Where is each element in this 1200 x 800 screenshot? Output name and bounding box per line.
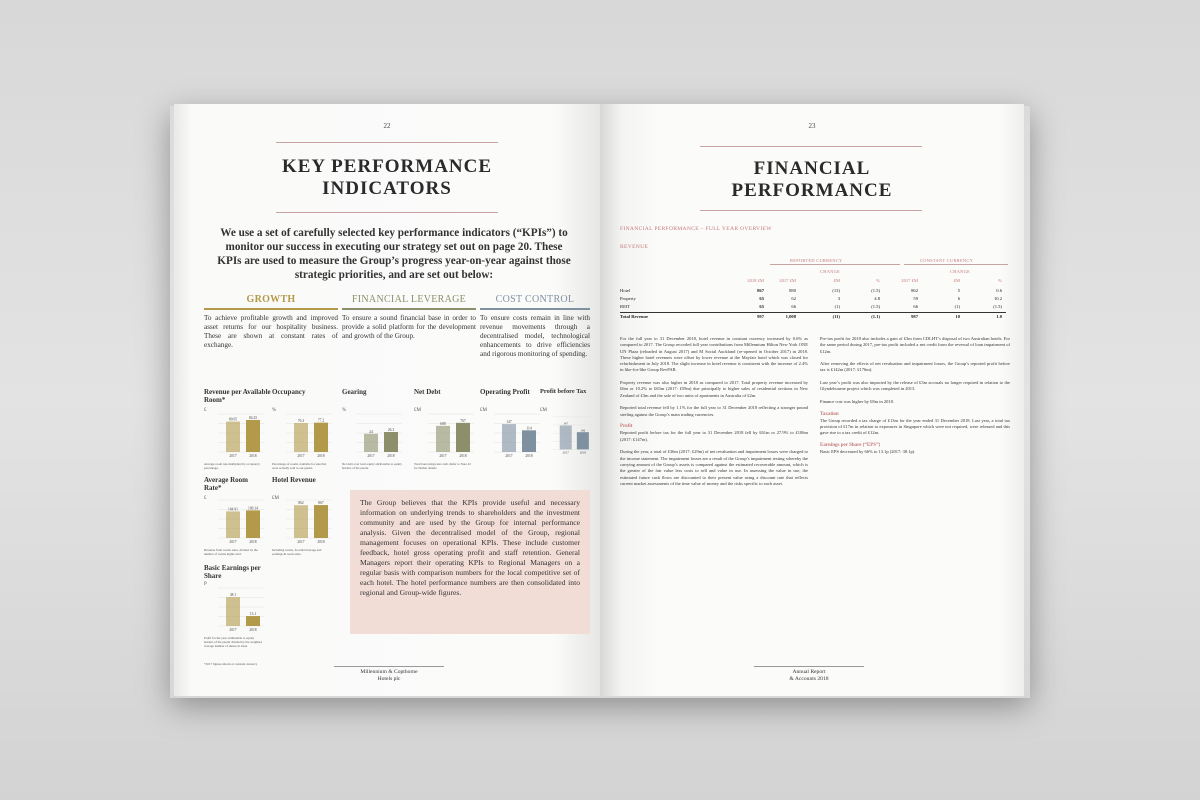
kpi-pbt-label: Profit before Tax [540, 388, 587, 395]
x-tick-label: 2018 [387, 454, 395, 458]
table-cell: 62 [791, 296, 796, 301]
bar-chart [348, 408, 404, 460]
bar-chart [546, 408, 594, 460]
bar-2017 [294, 423, 308, 452]
cost-heading-label: COST CONTROL [495, 294, 575, 305]
reported-currency-header: REPORTED CURRENCY [790, 258, 843, 263]
title-rule-bottom [700, 210, 922, 211]
x-tick-label: 2017 [229, 540, 237, 544]
table-cell: 997 [757, 314, 764, 319]
left-page [174, 104, 600, 696]
kpi-gearing-note: Net debt over total equity attributable to equity holders of the parent. [342, 462, 402, 470]
footnote: *2017 figures shown at constant currency [204, 662, 258, 666]
bar-value-label: 114 [526, 426, 532, 431]
leverage-rule [342, 308, 476, 310]
page-number: 22 [383, 122, 391, 130]
table-cell: 867 [757, 288, 764, 293]
kpi-eps-note: Profit for the year attributable to equity holders of the parent divided by the weighted average number of shares in issue. [204, 636, 262, 648]
growth-rule [204, 308, 338, 310]
x-tick-label: 2017 [297, 540, 305, 544]
kpi-revpar-label: Revenue per Available Room* [204, 388, 271, 404]
right-footer [754, 666, 864, 683]
x-tick-label: 2018 [317, 540, 325, 544]
page-title [600, 158, 1024, 202]
title-rule-top [276, 142, 498, 143]
bar-2017 [436, 426, 450, 452]
intro-text: We use a set of carefully selected key performance indicators (“KPIs”) to monitor our success in executing our strategy set out on page 20. These KPIs are used to measure the Group’s progress year-on-year against those strategic priorities, and are set out below: [217, 227, 571, 281]
x-tick-label: 2018 [525, 454, 533, 458]
chart-occupancy [278, 408, 334, 460]
bar-2018 [456, 423, 470, 452]
bar-2018 [246, 616, 260, 626]
kpi-arr-note: Revenue from rooms sales, divided by the number of rooms nights sold. [204, 548, 258, 556]
table-row [620, 288, 1006, 295]
footer-company-2: Hotels plc [377, 676, 401, 682]
paragraph: During the year, a total of £36m (2017: £29m) of net revaluation and impairment losses were charged to the income statement. The impairment losses are a result of the Group’s impairment testing whereby the carrying amount of the Group’s assets is compared against the estimated recoverable amount, which is the greater of the fair value less costs to sell and value in use. In assessing the value in use, the estimated future cash flows are discounted to their present value using a discount rate that reflects current market assessments of the time value of money and the risks specific to each asset. [620, 449, 808, 486]
kpi-arr-label: Average Room Rate* [204, 476, 248, 492]
row-label: Property [620, 296, 636, 301]
table-cell: 10.2 [993, 296, 1002, 301]
kpi-arr-unit: £ [204, 496, 207, 501]
eps-heading: Earnings per Share (“EPS”) [820, 443, 881, 449]
bar-value-label: 688 [440, 421, 446, 426]
table-cell: 3 [837, 296, 840, 301]
bar-value-label: 76.3 [297, 419, 305, 424]
table-cell: (1.5) [871, 304, 880, 309]
kpi-occupancy-unit: % [272, 408, 277, 413]
x-tick-label: 2017 [229, 628, 237, 632]
title-line-1: KEY PERFORMANCE [281, 156, 493, 177]
bar-2017 [364, 434, 378, 452]
paragraph: After removing the effects of net revaluation and impairment losses, the Group’s reported profit before tax is £142m (2017: £176m). [820, 361, 1010, 373]
leverage-text: To ensure a sound financial base in order to provide a solid platform for the development and growth of the Group. [342, 314, 476, 340]
leverage-heading [342, 294, 476, 305]
row-label: Total Revenue [620, 314, 649, 319]
table-cell: (1.1) [871, 314, 880, 319]
paragraph: Reported total revenue fell by 1.1% for the full year to 31 December 2018 reflecting a stronger pound sterling against the Group’s main trading currencies. [620, 405, 808, 417]
table-cell: (1.5) [871, 288, 880, 293]
kpi-revpar-note: Average room rate multiplied by occupancy percentage. [204, 462, 260, 470]
x-tick-label: 2017 [562, 450, 569, 455]
kpi-occupancy-note: Percentage of rooms available for sale that were actually sold to our guests. [272, 462, 327, 470]
col-header: % [998, 278, 1002, 283]
bar-2017 [226, 422, 240, 452]
change-header-reported: CHANGE [820, 269, 841, 274]
bar-chart [486, 408, 542, 460]
table-cell: 987 [911, 314, 918, 319]
bar-2017 [560, 425, 572, 449]
bar-2017 [502, 424, 516, 452]
col-header: £M [953, 278, 960, 283]
kpi-eps-label: Basic Earnings per Share [204, 564, 261, 580]
kpi-revpar-unit: £ [204, 408, 207, 413]
footer-report-2: & Accounts 2018 [789, 676, 829, 682]
cost-heading [480, 294, 590, 305]
kpi-hotel-revenue-note: Including rooms, food & beverage and earnings & room sales. [272, 548, 322, 556]
chart-pbt [546, 408, 594, 460]
footer-report-1: Annual Report [792, 669, 826, 675]
col-header: 2018 £M [747, 278, 764, 283]
left-column-text [620, 336, 808, 487]
x-tick-label: 2018 [317, 454, 325, 458]
table-cell: (11) [832, 314, 840, 319]
chart-hotel-revenue [278, 494, 334, 546]
table-cell: (13) [832, 288, 840, 293]
growth-text: To achieve profitable growth and improved asset returns for our hospitality business. These are shown at constant rates of exchange. [204, 314, 338, 349]
table-cell: 66 [791, 304, 796, 309]
table-row [620, 304, 1006, 311]
bar-value-label: 867 [318, 501, 324, 506]
x-tick-label: 2018 [249, 628, 257, 632]
bar-value-label: 147 [563, 421, 569, 426]
chart-gearing [348, 408, 404, 460]
table-cell: 65 [759, 304, 764, 309]
table-cell: 6 [957, 296, 960, 301]
table-cell: (1) [954, 304, 960, 309]
x-tick-label: 2018 [579, 450, 586, 455]
paragraph: Pre-tax profit for 2018 also includes a gain of £3m from CDLHT’s disposal of two Australian hotels. For the same period during 2017, pre-tax profit included a net credit from the reversal of loan impairment of £12m. [820, 336, 1010, 354]
constant-currency-header: CONSTANT CURRENCY [920, 258, 974, 263]
cost-rule [480, 308, 590, 310]
kpi-gearing-label: Gearing [342, 388, 367, 396]
x-tick-label: 2018 [249, 540, 257, 544]
kpi-net-debt-unit: £M [414, 408, 421, 413]
leverage-heading-label: FINANCIAL LEVERAGE [351, 294, 467, 305]
x-tick-label: 2018 [249, 454, 257, 458]
title-line-2: INDICATORS [322, 178, 452, 199]
paragraph: Finance cost was higher by £8m in 2018. [820, 398, 894, 404]
table-cell: 0.6 [996, 288, 1002, 293]
bar-value-label: 104.91 [228, 507, 238, 512]
col-header: £M [833, 278, 840, 283]
kpi-hotel-revenue-label: Hotel Revenue [272, 476, 316, 484]
bar-value-label: 77.2 [317, 418, 325, 423]
x-tick-label: 2018 [459, 454, 467, 458]
x-tick-label: 2017 [297, 454, 305, 458]
kpi-hotel-revenue-unit: £M [272, 496, 279, 501]
bar-2018 [314, 423, 328, 452]
chart-eps [210, 582, 266, 634]
kpi-explanation-box: The Group believes that the KPIs provide useful and necessary information on underlying trends to shareholders and the investment community and are used by the Group for internal performance analysis. Given the decentralised model of the Group, regional management focuses on operational KPIs. These include customer feedback, hotel gross operating profit and staff retention. General Managers report their operating KPIs to Regional Managers on a regular basis with comparison numbers for the local competitive set of each hotel. The hotel performance numbers are then consolidated into regional and Group-wide figures. [350, 490, 590, 634]
bar-value-label: 26.3 [387, 428, 395, 433]
bar-2017 [226, 597, 240, 626]
bar-2018 [246, 510, 260, 538]
growth-heading [204, 294, 338, 305]
paragraph: Reported profit before tax for the full year to 31 December 2018 fell by £61m or 27.9% to £106m (2017: £147m). [620, 430, 808, 442]
page-title [174, 156, 600, 200]
bar-2018 [384, 432, 398, 452]
taxation-heading: Taxation [820, 411, 839, 417]
bar-value-label: 13.1 [249, 612, 257, 617]
footer-company-1: Millennium & Copthorne [360, 669, 418, 675]
col-header: 2017 £M [779, 278, 796, 283]
bar-2018 [314, 505, 328, 538]
chart-arr [210, 494, 266, 546]
paragraph: Last year’s profit was also impacted by the release of £3m accruals no longer required in relation to the Glyndebourne project which was completed in 2013. [820, 380, 1010, 392]
table-cell: 66 [913, 304, 918, 309]
x-tick-label: 2017 [229, 454, 237, 458]
title-line-2: PERFORMANCE [731, 180, 893, 201]
row-label: REIT [620, 304, 631, 309]
table-cell: (1) [834, 304, 840, 309]
table-cell: 10 [955, 314, 960, 319]
table-cell: 4.8 [874, 296, 880, 301]
right-column-text [820, 336, 1010, 456]
bar-chart [210, 408, 266, 460]
bar-2018 [246, 420, 260, 452]
chart-net-debt [420, 408, 476, 460]
table-cell: (1.5) [993, 304, 1002, 309]
table-cell: 1.0 [996, 314, 1002, 319]
table-cell: 862 [911, 288, 918, 293]
chart-operating-profit [486, 408, 542, 460]
bar-value-label: 147 [506, 420, 512, 425]
bar-chart [420, 408, 476, 460]
table-header-row [620, 278, 1006, 285]
right-page [600, 104, 1024, 696]
table-cell: 880 [789, 288, 796, 293]
kpi-operating-profit-label: Operating Profit [480, 388, 530, 396]
cost-text: To ensure costs remain in line with revenue movements through a decentralised model, technological enhancements to drive efficiencies and rigorous monitoring of spending. [480, 314, 590, 358]
left-footer [334, 666, 444, 683]
bar-value-label: 80.05 [228, 417, 238, 422]
table-row [620, 312, 1006, 319]
growth-heading-label: GROWTH [246, 294, 296, 305]
row-label: Hotel [620, 288, 631, 293]
bar-chart [278, 408, 334, 460]
paragraph: Property revenue was also higher in 2018 as compared to 2017. Total property revenue increased by £6m or 10.2% to £65m (2017: £59m) due principally to higher sales of residential sections in New Zealand of £3m and the sale of two units of apartments in Australia of £2m. [620, 380, 808, 398]
kpi-gearing-unit: % [342, 408, 347, 413]
kpi-occupancy-label: Occupancy [272, 388, 306, 396]
x-tick-label: 2017 [505, 454, 513, 458]
bar-2017 [226, 511, 240, 538]
bar-2018 [522, 430, 536, 452]
table-cell: 1,008 [785, 314, 796, 319]
x-tick-label: 2017 [367, 454, 375, 458]
bar-2018 [577, 432, 589, 449]
x-tick-label: 2017 [439, 454, 447, 458]
kpi-eps-unit: P [204, 582, 207, 587]
change-header-constant: CHANGE [950, 269, 971, 274]
section-heading: FINANCIAL PERFORMANCE – FULL YEAR OVERVIEW [620, 226, 772, 232]
bar-value-label: 862 [298, 501, 304, 506]
page-number: 23 [808, 122, 816, 130]
paragraph: The Group recorded a tax charge of £13m for the year ended 31 December 2018. Last year, a total tax provision of £17m in relation to exposures in Singapore which were not required, were released and this gave rise to a tax credit of £12m. [820, 417, 1010, 436]
bar-value-label: 106 [580, 428, 586, 433]
bar-chart [210, 494, 266, 546]
kpi-operating-profit-unit: £M [480, 408, 487, 413]
chart-revpar [210, 408, 266, 460]
title-rule-top [700, 146, 922, 147]
paragraph: Basic EPS decreased by 66% to 13.1p (2017: 38.1p). [820, 449, 916, 455]
revenue-heading: REVENUE [620, 244, 649, 250]
bar-chart [210, 582, 266, 634]
reported-rule [770, 264, 900, 265]
bar-2017 [294, 505, 308, 538]
kpi-net-debt-label: Net Debt [414, 388, 441, 396]
bar-value-label: 38.1 [229, 593, 237, 598]
bar-value-label: 24 [369, 429, 373, 434]
kpi-net-debt-note: Total borrowings less cash. Refer to Note 22 for further details. [414, 462, 471, 470]
table-cell: 5 [957, 288, 960, 293]
kpi-pbt-unit: £M [540, 408, 547, 413]
bar-chart [278, 494, 334, 546]
table-cell: 59 [913, 296, 918, 301]
profit-heading: Profit [620, 424, 633, 430]
col-header: % [876, 278, 880, 283]
title-line-1: FINANCIAL [753, 158, 871, 179]
bar-value-label: 109.14 [248, 506, 258, 511]
table-row [620, 296, 1006, 303]
paragraph: For the full year to 31 December 2018, hotel revenue in constant currency increased by 0.6% as compared to 2017. The Group recorded full year contributions from Millennium Hilton New York ONE UN Plaza (reloaded in August 2017) and M Social Auckland (re-opened in October 2017) in 2018. These higher hotel revenues were offset by lower revenue at the Mayfair hotel which was closed for refurbishment in July 2018. The slight increase in hotel revenue is consistent with the increase of 2.4% in like-for-like Group RevPAR. [620, 336, 808, 373]
table-cell: 65 [759, 296, 764, 301]
constant-rule [904, 264, 1008, 265]
bar-value-label: 767 [460, 418, 466, 423]
col-header: 2017 £M [901, 278, 918, 283]
bar-value-label: 84.25 [248, 415, 258, 420]
title-rule-bottom [276, 212, 498, 213]
